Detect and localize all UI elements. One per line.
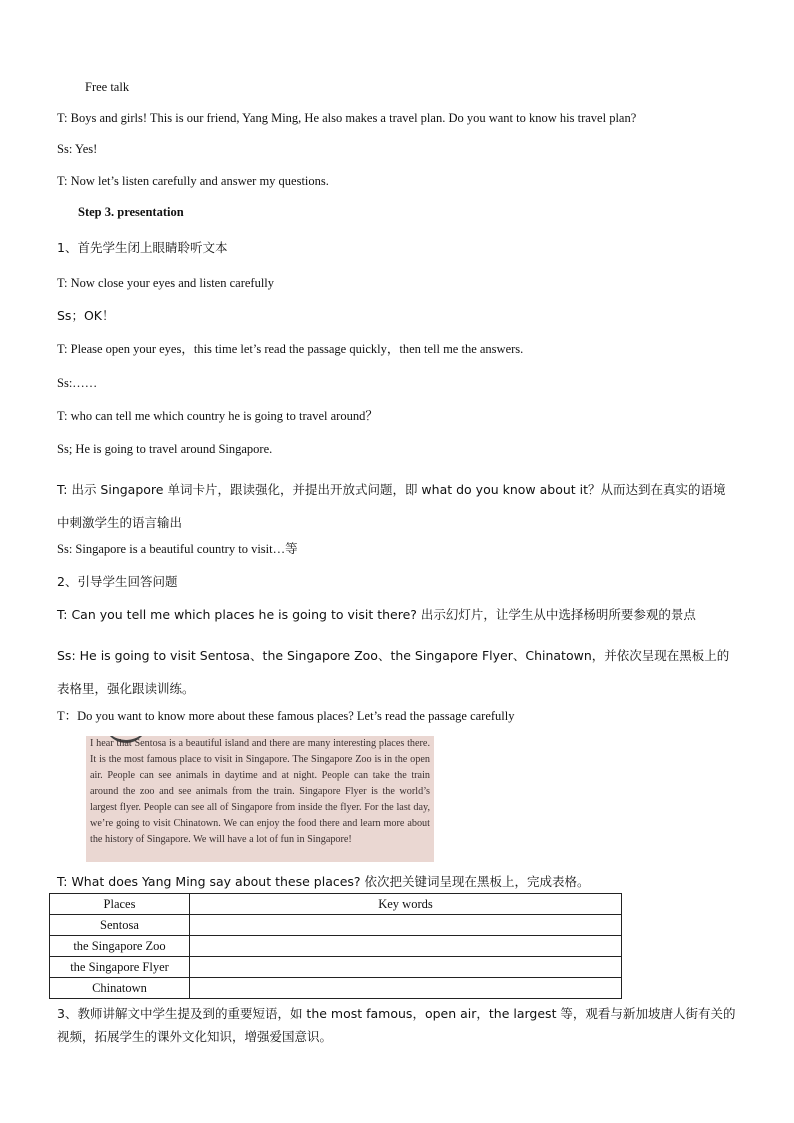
dialogue-line: Ss；OK！ bbox=[57, 308, 115, 323]
dialogue-line: T: Now close your eyes and listen carefully bbox=[57, 276, 275, 290]
procedure-item: 1、首先学生闭上眼睛聆听文本 bbox=[57, 240, 228, 255]
place-cell: the Singapore Flyer bbox=[50, 957, 190, 978]
passage-excerpt-image bbox=[86, 736, 434, 862]
dialogue-line: T: Boys and girls! This is our friend, Yang Ming, He also makes a travel plan. Do you want to know his travel plan? bbox=[57, 111, 637, 125]
procedure-item: 2、引导学生回答问题 bbox=[57, 574, 178, 589]
keywords-cell bbox=[190, 978, 622, 999]
dialogue-line: Ss: Singapore is a beautiful country to visit…等 bbox=[57, 542, 298, 556]
place-cell: Sentosa bbox=[50, 915, 190, 936]
dialogue-line: Ss; He is going to travel around Singapore. bbox=[57, 442, 273, 456]
procedure-paragraph: 3、教师讲解文中学生提及到的重要短语，如 the most famous，open air，the largest 等，观看与新加坡唐人街有关的视频，拓展学生的课外文化知识，增强爱国意识。 bbox=[57, 1006, 736, 1044]
dialogue-line: Ss:…… bbox=[57, 376, 98, 390]
step-heading: Step 3. presentation bbox=[78, 205, 184, 219]
table-row bbox=[50, 957, 622, 978]
passage-text: I hear that Sentosa is a beautiful island and there are many interesting places there. It is the most famous place to visit in Singapore. The Singapore Zoo is in the open air. People can see animals in daytime and at night. People can take the train around the zoo and see animals from the train. Singapore Flyer is the world’s largest flyer. People can see all of Singapore from inside the flyer. For the last day, we’re going to visit Chinatown. We can enjoy the food there and learn more about the history of Singapore. We will have a lot of fun in Singapore! bbox=[90, 738, 430, 845]
dialogue-line: T: What does Yang Ming say about these places? 依次把关键词呈现在黑板上，完成表格。 bbox=[57, 874, 590, 889]
table-row bbox=[50, 978, 622, 999]
key-words-table bbox=[49, 893, 622, 999]
table-row bbox=[50, 915, 622, 936]
keywords-cell bbox=[190, 957, 622, 978]
dialogue-paragraph: T: 出示 Singapore 单词卡片，跟读强化，并提出开放式问题，即 what do you know about it？从而达到在真实的语境中刺激学生的语言输出 bbox=[57, 482, 726, 530]
dialogue-line: Ss: Yes! bbox=[57, 142, 98, 156]
keywords-cell bbox=[190, 915, 622, 936]
table-header-cell: Key words bbox=[190, 894, 622, 915]
keywords-cell bbox=[190, 936, 622, 957]
dialogue-line: T: Please open your eyes，this time let’s read the passage quickly，then tell me the answers. bbox=[57, 342, 524, 356]
place-cell: Chinatown bbox=[50, 978, 190, 999]
place-cell: the Singapore Zoo bbox=[50, 936, 190, 957]
free-talk-heading: Free talk bbox=[85, 80, 130, 94]
dialogue-line: T: who can tell me which country he is going to travel around？ bbox=[57, 409, 378, 423]
dialogue-line: T: Now let’s listen carefully and answer my questions. bbox=[57, 174, 329, 188]
dialogue-paragraph: Ss: He is going to visit Sentosa、the Singapore Zoo、the Singapore Flyer、Chinatown，并依次呈现在黑板上的表格里，强化跟读训练。 bbox=[57, 648, 730, 696]
table-header-row bbox=[50, 894, 622, 915]
table-row bbox=[50, 936, 622, 957]
dialogue-line: T: Can you tell me which places he is going to visit there? 出示幻灯片，让学生从中选择杨明所要参观的景点 bbox=[57, 607, 696, 622]
table-header-cell: Places bbox=[50, 894, 190, 915]
dialogue-line: T：Do you want to know more about these famous places? Let’s read the passage carefully bbox=[57, 709, 515, 723]
